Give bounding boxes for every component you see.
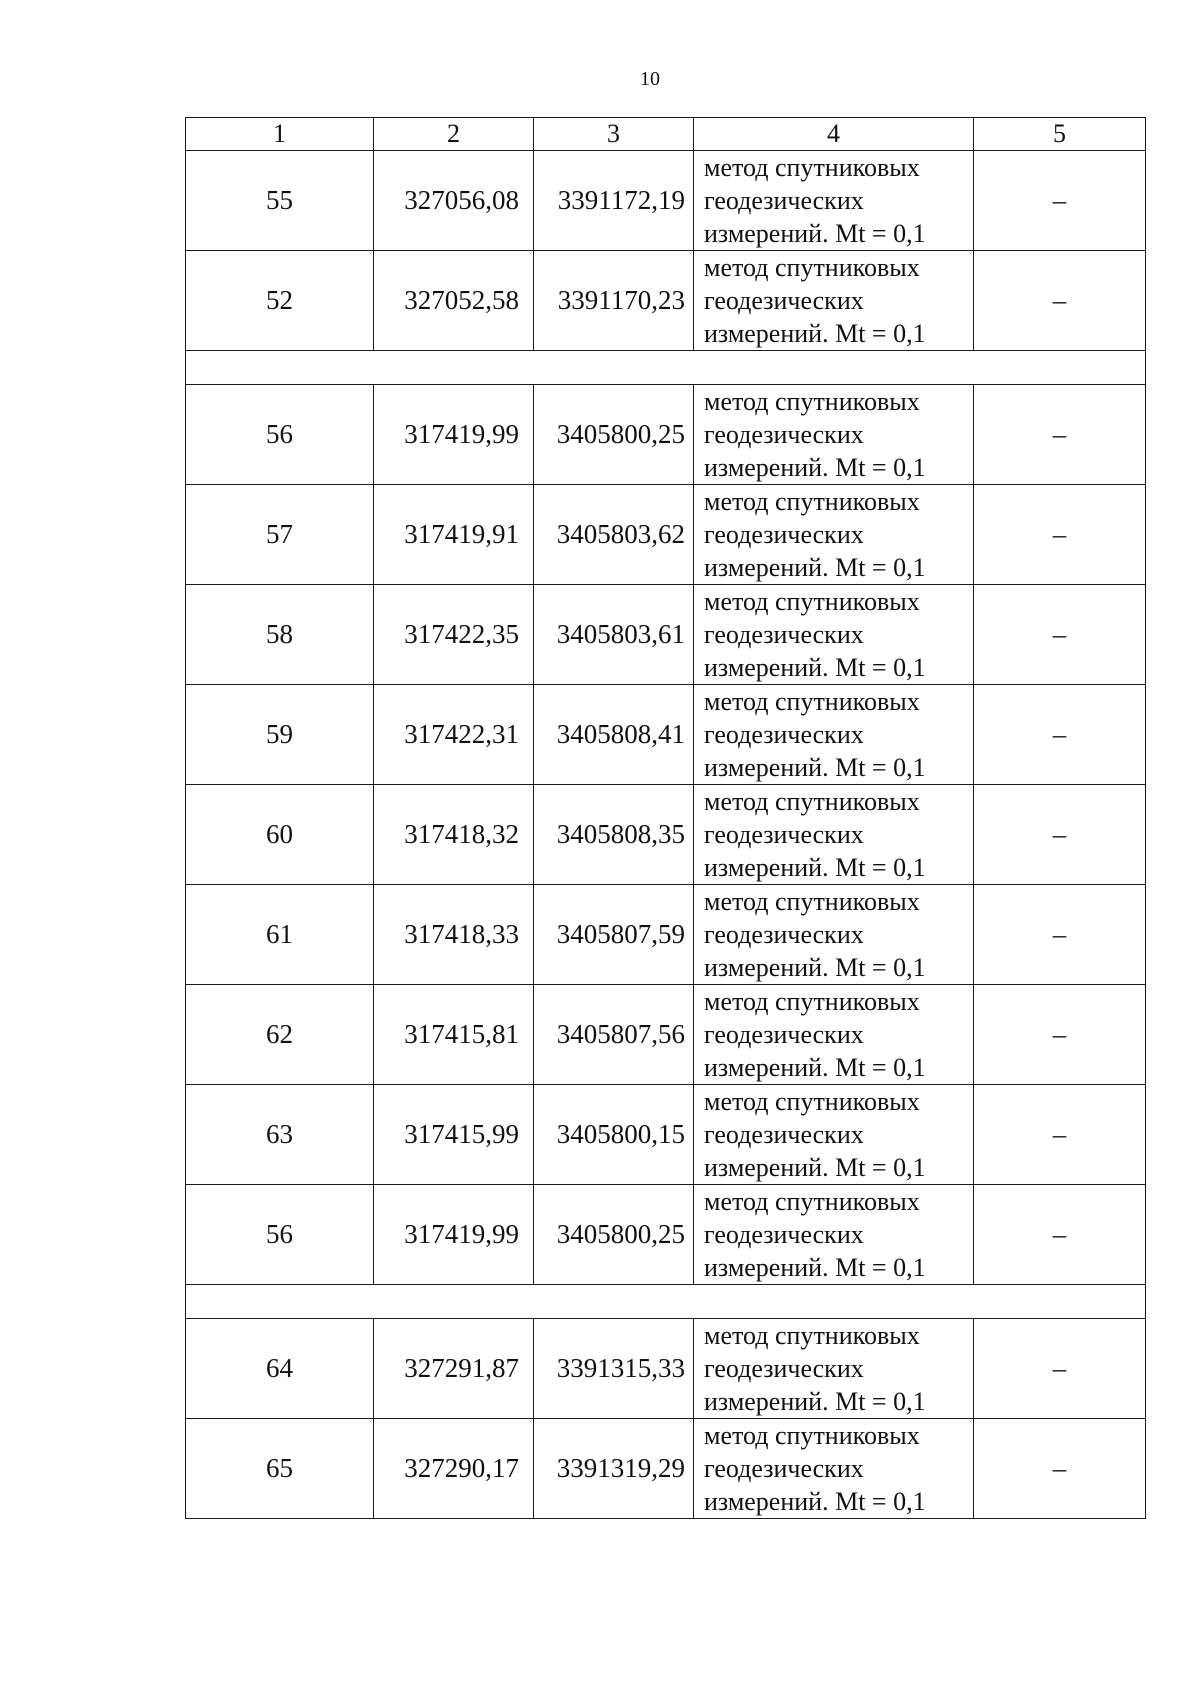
table-separator-row [186,1285,1146,1319]
method-line: измерений. Mt = 0,1 [704,653,926,682]
x-coordinate-cell: 317422,35 [374,585,534,685]
y-coordinate-cell: 3405808,41 [534,685,694,785]
description-cell: – [974,151,1146,251]
table-row [186,485,1146,585]
method-cell [694,485,974,585]
table-row [186,585,1146,685]
method-line: метод спутниковых [704,587,920,616]
method-line: измерений. Mt = 0,1 [704,553,926,582]
y-coordinate-cell: 3391170,23 [534,251,694,351]
description-cell: – [974,585,1146,685]
method-line: метод спутниковых [704,153,920,182]
x-coordinate-cell: 327056,08 [374,151,534,251]
y-coordinate-cell: 3391172,19 [534,151,694,251]
point-number-cell: 52 [186,251,374,351]
method-line: геодезических [704,1454,864,1483]
coordinates-table [185,117,1146,1519]
x-coordinate-cell: 317422,31 [374,685,534,785]
table-header-row [186,118,1146,151]
y-coordinate-cell: 3391315,33 [534,1319,694,1419]
table-row [186,785,1146,885]
x-coordinate-cell: 317418,32 [374,785,534,885]
method-cell [694,1319,974,1419]
method-line: измерений. Mt = 0,1 [704,953,926,982]
column-header: 5 [974,118,1146,151]
x-coordinate-cell: 317415,99 [374,1085,534,1185]
method-cell [694,251,974,351]
method-line: измерений. Mt = 0,1 [704,1253,926,1282]
method-line: геодезических [704,820,864,849]
description-cell: – [974,1085,1146,1185]
point-number-cell: 61 [186,885,374,985]
table-row [186,251,1146,351]
description-cell: – [974,485,1146,585]
x-coordinate-cell: 317418,33 [374,885,534,985]
description-cell: – [974,785,1146,885]
method-line: измерений. Mt = 0,1 [704,219,926,248]
method-line: измерений. Mt = 0,1 [704,1387,926,1416]
description-cell: – [974,385,1146,485]
method-line: измерений. Mt = 0,1 [704,1153,926,1182]
table-row [186,1319,1146,1419]
description-cell: – [974,685,1146,785]
method-line: метод спутниковых [704,387,920,416]
method-line: измерений. Mt = 0,1 [704,453,926,482]
description-cell: – [974,1185,1146,1285]
point-number-cell: 59 [186,685,374,785]
separator-cell [186,1285,1146,1319]
method-line: геодезических [704,1020,864,1049]
table-row [186,385,1146,485]
method-line: геодезических [704,1354,864,1383]
y-coordinate-cell: 3405808,35 [534,785,694,885]
y-coordinate-cell: 3405807,56 [534,985,694,1085]
method-line: метод спутниковых [704,487,920,516]
y-coordinate-cell: 3405800,15 [534,1085,694,1185]
method-cell [694,985,974,1085]
x-coordinate-cell: 317419,91 [374,485,534,585]
point-number-cell: 56 [186,385,374,485]
method-line: измерений. Mt = 0,1 [704,1053,926,1082]
method-line: геодезических [704,720,864,749]
table-row [186,885,1146,985]
method-line: метод спутниковых [704,1321,920,1350]
method-line: измерений. Mt = 0,1 [704,753,926,782]
method-cell [694,151,974,251]
method-line: измерений. Mt = 0,1 [704,853,926,882]
point-number-cell: 56 [186,1185,374,1285]
method-cell [694,1419,974,1519]
separator-cell [186,351,1146,385]
point-number-cell: 57 [186,485,374,585]
column-header: 4 [694,118,974,151]
y-coordinate-cell: 3405803,62 [534,485,694,585]
method-cell [694,685,974,785]
point-number-cell: 55 [186,151,374,251]
method-line: геодезических [704,420,864,449]
method-line: метод спутниковых [704,987,920,1016]
method-line: геодезических [704,1120,864,1149]
method-line: метод спутниковых [704,787,920,816]
description-cell: – [974,1319,1146,1419]
method-line: метод спутниковых [704,253,920,282]
point-number-cell: 65 [186,1419,374,1519]
method-line: геодезических [704,620,864,649]
method-cell [694,1085,974,1185]
table-row [186,151,1146,251]
column-header: 3 [534,118,694,151]
page-number: 10 [640,68,660,90]
x-coordinate-cell: 317419,99 [374,385,534,485]
description-cell: – [974,251,1146,351]
y-coordinate-cell: 3405803,61 [534,585,694,685]
y-coordinate-cell: 3391319,29 [534,1419,694,1519]
x-coordinate-cell: 317419,99 [374,1185,534,1285]
description-cell: – [974,1419,1146,1519]
method-line: метод спутниковых [704,1187,920,1216]
column-header: 2 [374,118,534,151]
method-cell [694,785,974,885]
point-number-cell: 62 [186,985,374,1085]
method-line: метод спутниковых [704,887,920,916]
method-line: геодезических [704,1220,864,1249]
table-row [186,685,1146,785]
method-line: метод спутниковых [704,687,920,716]
x-coordinate-cell: 327291,87 [374,1319,534,1419]
x-coordinate-cell: 327052,58 [374,251,534,351]
method-line: геодезических [704,920,864,949]
table-body [186,118,1146,1519]
y-coordinate-cell: 3405800,25 [534,1185,694,1285]
y-coordinate-cell: 3405800,25 [534,385,694,485]
description-cell: – [974,985,1146,1085]
method-cell [694,1185,974,1285]
method-line: измерений. Mt = 0,1 [704,1487,926,1516]
column-header: 1 [186,118,374,151]
method-cell [694,585,974,685]
table-row [186,1419,1146,1519]
method-cell [694,885,974,985]
point-number-cell: 64 [186,1319,374,1419]
x-coordinate-cell: 327290,17 [374,1419,534,1519]
point-number-cell: 60 [186,785,374,885]
table-separator-row [186,351,1146,385]
point-number-cell: 58 [186,585,374,685]
method-line: геодезических [704,286,864,315]
point-number-cell: 63 [186,1085,374,1185]
x-coordinate-cell: 317415,81 [374,985,534,1085]
description-cell: – [974,885,1146,985]
method-line: измерений. Mt = 0,1 [704,319,926,348]
y-coordinate-cell: 3405807,59 [534,885,694,985]
method-line: метод спутниковых [704,1087,920,1116]
table-row [186,1085,1146,1185]
method-cell [694,385,974,485]
method-line: метод спутниковых [704,1421,920,1450]
method-line: геодезических [704,186,864,215]
table-row [186,985,1146,1085]
method-line: геодезических [704,520,864,549]
table-row [186,1185,1146,1285]
